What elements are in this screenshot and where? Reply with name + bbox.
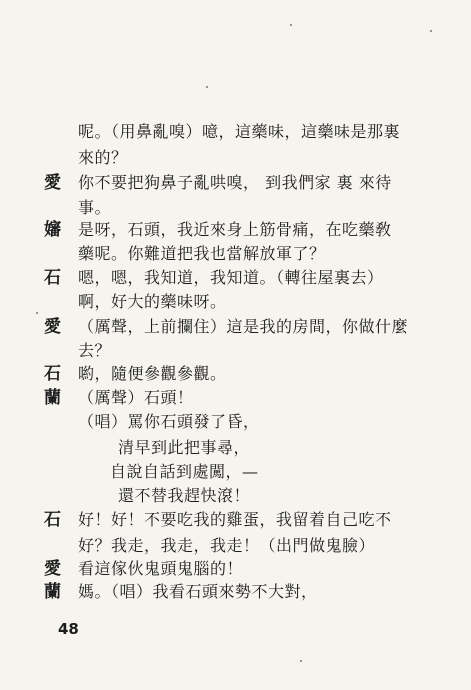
print-speck [206, 86, 208, 88]
dialogue-text: 好！好！不要吃我的雞蛋，我留着自己吃不 [78, 510, 392, 529]
speaker-label: 石 [44, 268, 61, 288]
dialogue-text: 去？ [78, 341, 112, 360]
song-line [0, 436, 471, 460]
song-line [0, 460, 471, 484]
speaker-label: 愛 [44, 559, 61, 579]
dialogue-line [0, 508, 471, 532]
speaker-label: 嬸 [44, 220, 61, 240]
dialogue-line [0, 580, 471, 604]
dialogue-text: 好？我走，我走，我走！（出門做鬼臉） [78, 536, 376, 555]
dialogue-text: 啊，好大的藥味呀。 [78, 292, 227, 311]
dialogue-text: 喲，隨便參觀參觀。 [78, 364, 227, 383]
dialogue-line [0, 557, 471, 581]
dialogue-text: 藥呢。你難道把我也當解放軍了？ [78, 244, 326, 263]
dialogue-line [0, 290, 471, 314]
speaker-label: 愛 [44, 317, 61, 337]
dialogue-line [0, 196, 471, 220]
speaker-label: 蘭 [44, 582, 61, 602]
dialogue-line [0, 242, 471, 266]
dialogue-text: 自說自話到處闖，— [110, 462, 259, 481]
dialogue-line [0, 386, 471, 410]
speaker-label: 愛 [44, 173, 61, 193]
dialogue-text: 看這傢伙鬼頭鬼腦的！ [78, 559, 244, 578]
dialogue-line [0, 120, 471, 144]
song-line [0, 484, 471, 508]
print-speck [430, 30, 432, 32]
dialogue-text: 事。 [78, 198, 112, 217]
dialogue-line [0, 146, 471, 170]
dialogue-text: 你不要把狗鼻子亂哄嗅， 到我們家 裏 來待 [78, 173, 392, 192]
dialogue-line [0, 266, 471, 290]
dialogue-text: （厲聲）石頭！ [78, 388, 194, 407]
dialogue-text: 還不替我趕快滾！ [118, 486, 251, 505]
dialogue-text: 嗯，嗯，我知道，我知道。（轉往屋裏去） [78, 268, 384, 287]
print-speck [300, 660, 302, 662]
dialogue-line [0, 315, 471, 339]
dialogue-line [0, 534, 471, 558]
speaker-label: 蘭 [44, 388, 61, 408]
dialogue-text: （唱）罵你石頭發了昏， [78, 412, 260, 431]
dialogue-text: 是呀，石頭，我近來身上筋骨痛，在吃藥敎 [78, 220, 392, 239]
song-line [0, 410, 471, 434]
dialogue-text: 媽。（唱）我看石頭來勢不大對， [78, 582, 318, 601]
speaker-label: 石 [44, 510, 61, 530]
page-number: 48 [58, 620, 79, 638]
dialogue-line [0, 339, 471, 363]
dialogue-text: （厲聲，上前攔住）這是我的房間，你做什麼 [78, 317, 409, 336]
print-speck [290, 24, 292, 26]
dialogue-text: 清早到此把事尋， [118, 438, 251, 457]
dialogue-line [0, 218, 471, 242]
dialogue-text: 呢。（用鼻亂嗅）噫，這藥味，這藥味是那裏 [78, 122, 401, 141]
dialogue-line [0, 171, 471, 195]
print-speck [36, 312, 38, 314]
speaker-label: 石 [44, 364, 61, 384]
dialogue-text: 來的？ [78, 148, 128, 167]
dialogue-line [0, 362, 471, 386]
